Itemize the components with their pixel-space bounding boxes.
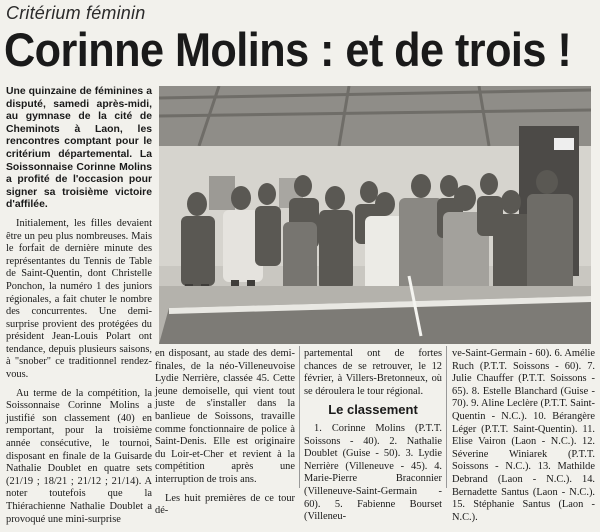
section-kicker: Critérium féminin xyxy=(6,3,146,23)
team-photo-drawing xyxy=(159,86,591,344)
column-divider-1 xyxy=(299,346,300,488)
left-column xyxy=(6,86,152,532)
column-2-tail: Les huit premières de ce tour dé- xyxy=(155,492,295,517)
classement-part-2: ve-Saint-Germain - 60). 6. Amélie Ruch (P.T.T. Soissons - 60). 7. Julie Chauffer (P.T.T. Soissons - 65). 8. Estelle Blanchard (Guise - 70). 9. Aline Leclère (P.T.T. Saint-Quentin - N.C.). 10. Bérangère Léger (P.T.T. Saint-Quentin). 11. Elise Vairon (Laon - N.C.). 12. Séverine Winiarek (P.T.T. Soissons - N.C.). 13. Mathilde Debrand (Laon - N.C.). 14. Bernadette Santus (Laon - N.C.). 15. Stéphanie Santus (Laon - N.C.). xyxy=(452,348,595,523)
classement-part-1: 1. Corinne Molins (P.T.T. Soissons - 40). 2. Nathalie Doublet (Guise - 50). 3. Lydie Nerrière (Villeneuve - 45). 4. Marie-Pierre Braconnier (Villeneuve-Saint-Germain - 60). 5. Fabienne Bourset (Villeneu- xyxy=(304,422,442,523)
headline: Corinne Molins : et de trois ! xyxy=(4,23,572,76)
team-photo xyxy=(159,86,591,344)
column-3 xyxy=(304,348,442,530)
column-divider-2 xyxy=(446,346,447,488)
column-2-paragraph: en disposant, au stade des demi-finales, de la néo-Villeneuvoise Lydie Nerrière, classée 45. Cette jeune demoiselle, qui vient tout juste de s'installer dans la banlieue de Soissons, travaille comme fonctionnaire de police à Saint-Denis. Elle est originaire du Loir-et-Cher et revient à la compétition après une interruption de trois ans. xyxy=(155,348,295,485)
body-paragraph-2: Au terme de la compétition, la Soissonnaise Corinne Molins a justifié son classement (40) en remportant, pour la troisième année consécutive, le tournoi, disposant en finale de la Guisarde Nathalie Doublet en quatre sets (21/19 ; 18/21 ; 21/12 ; 21/14). A noter toutefois que la Thiérachienne Nathalie Doublet a provoqué une mini-surprise xyxy=(6,387,152,525)
column-3-paragraph: partemental ont de fortes chances de se retrouver, le 12 février, à Villers-Bretonneux, où se déroulera le tour régional. xyxy=(304,348,442,397)
classement-heading: Le classement xyxy=(328,402,418,418)
body-paragraph-1: Initialement, les filles devaient être un peu plus nombreuses. Mais le forfait de dernière minute des représentantes du Tennis de Table de Saint-Quentin, dont Christelle Ponchon, la numéro 1 des juniors régionales, a fait chuter le nombre des concurrentes. Une demi-surprise provient des protégées du président Jean-Louis Polart ont tendance, depuis plusieurs saisons, à "snober" ce traditionnel rendez-vous. xyxy=(6,217,152,381)
column-2 xyxy=(155,348,295,524)
column-4 xyxy=(452,348,595,530)
lead-paragraph: Une quinzaine de féminines a disputé, samedi après-midi, au gymnase de la cité de Cheminots à Laon, les rencontres comptant pour le critérium départemental. La Soissonnaise Corinne Molins a profité de l'occasion pour signer sa troisième victoire d'affilée. xyxy=(6,86,152,211)
